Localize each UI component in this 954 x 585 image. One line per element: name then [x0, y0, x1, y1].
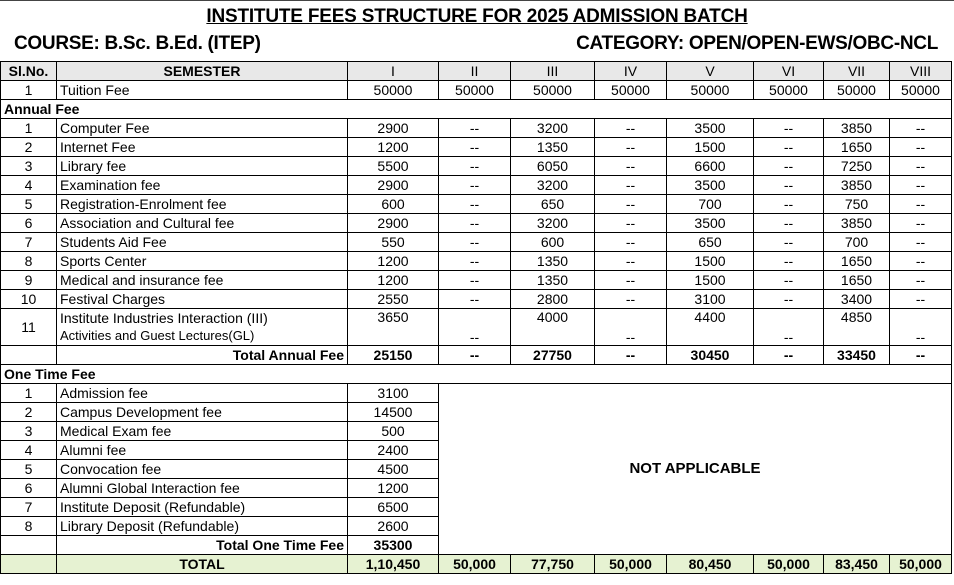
annual-fee-row [1, 195, 952, 214]
cell-value: -- [439, 309, 511, 346]
grand-total-value: 50,000 [754, 555, 824, 574]
header-sem-8: VIII [890, 62, 952, 81]
header-sem-3: III [511, 62, 595, 81]
total-one-time-fee-value: 35300 [348, 536, 439, 555]
cell-value: 3200 [511, 214, 595, 233]
cell-value: -- [439, 233, 511, 252]
row-number: 2 [1, 403, 57, 422]
cell-value: 1350 [511, 271, 595, 290]
grand-total-value: 83,450 [824, 555, 890, 574]
cell-value: 3200 [511, 119, 595, 138]
cell-value: -- [595, 290, 667, 309]
cell-value: 4850 [824, 309, 890, 346]
cell-value: 4400 [667, 309, 754, 346]
cell-value: -- [439, 119, 511, 138]
total-value: 25150 [348, 346, 439, 365]
row-number: 4 [1, 441, 57, 460]
cell-value: 2900 [348, 119, 439, 138]
row-label: Tuition Fee [57, 81, 348, 100]
cell-value: -- [890, 157, 952, 176]
cell-value: 5500 [348, 157, 439, 176]
cell-value: -- [890, 233, 952, 252]
cell-value: 650 [667, 233, 754, 252]
cell-value: 600 [348, 195, 439, 214]
cell-value: 3650 [348, 309, 439, 346]
row-label: Library fee [57, 157, 348, 176]
row-label: Convocation fee [57, 460, 348, 479]
row-label: Sports Center [57, 252, 348, 271]
total-value: 27750 [511, 346, 595, 365]
row-number: 3 [1, 422, 57, 441]
row-label-line-1: Institute Industries Interaction (III) [60, 310, 268, 326]
row-number: 8 [1, 517, 57, 536]
row-label: Registration-Enrolment fee [57, 195, 348, 214]
cell-value: -- [890, 176, 952, 195]
cell-value: -- [595, 214, 667, 233]
grand-total-value: 1,10,450 [348, 555, 439, 574]
cell-value: 50000 [824, 81, 890, 100]
cell-value: 50000 [890, 81, 952, 100]
row-label-line-2: Activities and Guest Lectures(GL) [60, 328, 255, 343]
cell-value: -- [890, 271, 952, 290]
cell-value: 650 [511, 195, 595, 214]
cell-value: 1500 [667, 252, 754, 271]
grand-total-label: TOTAL [57, 555, 348, 574]
cell-value: -- [439, 252, 511, 271]
cell-value: 550 [348, 233, 439, 252]
cell-value: 3850 [824, 214, 890, 233]
header-row [1, 62, 952, 81]
total-value: -- [439, 346, 511, 365]
annual-fee-row [1, 271, 952, 290]
cell-value: -- [890, 195, 952, 214]
not-applicable-note: NOT APPLICABLE [439, 384, 952, 555]
total-value: 33450 [824, 346, 890, 365]
cell-value: 2900 [348, 176, 439, 195]
document-title: INSTITUTE FEES STRUCTURE FOR 2025 ADMISSION BATCH [206, 6, 748, 27]
cell-value: -- [754, 119, 824, 138]
grand-total-row [1, 555, 952, 574]
cell-value: -- [439, 214, 511, 233]
row-number: 1 [1, 119, 57, 138]
cell-value: 3500 [667, 176, 754, 195]
tuition-row [1, 81, 952, 100]
cell-value: 6600 [667, 157, 754, 176]
total-annual-fee-row [1, 346, 952, 365]
annual-fee-row [1, 233, 952, 252]
cell-value: 4500 [348, 460, 439, 479]
row-label: Medical Exam fee [57, 422, 348, 441]
row-label [57, 309, 348, 346]
cell-value: -- [890, 290, 952, 309]
annual-fee-row [1, 119, 952, 138]
cell-value: -- [595, 309, 667, 346]
cell-value: 750 [824, 195, 890, 214]
grand-total-value: 80,450 [667, 555, 754, 574]
row-label: Festival Charges [57, 290, 348, 309]
row-number: 2 [1, 138, 57, 157]
annual-fee-row [1, 252, 952, 271]
row-label: Library Deposit (Refundable) [57, 517, 348, 536]
cell-value: 1200 [348, 138, 439, 157]
cell-value: -- [595, 119, 667, 138]
header-sem-4: IV [595, 62, 667, 81]
cell-value: 700 [824, 233, 890, 252]
empty-cell [1, 536, 57, 555]
cell-value: -- [595, 138, 667, 157]
cell-value: -- [595, 176, 667, 195]
cell-value: 6050 [511, 157, 595, 176]
total-value: -- [890, 346, 952, 365]
row-label: Examination fee [57, 176, 348, 195]
row-number: 11 [1, 309, 57, 346]
cell-value: 6500 [348, 498, 439, 517]
cell-value: 50000 [511, 81, 595, 100]
total-value: 30450 [667, 346, 754, 365]
annual-fee-row [1, 309, 952, 346]
cell-value: -- [890, 119, 952, 138]
row-number: 6 [1, 479, 57, 498]
header-sem-5: V [667, 62, 754, 81]
grand-total-value: 50,000 [439, 555, 511, 574]
row-label: Internet Fee [57, 138, 348, 157]
row-label: Campus Development fee [57, 403, 348, 422]
cell-value: 3100 [667, 290, 754, 309]
annual-fee-heading-row [1, 100, 952, 119]
cell-value: 1350 [511, 138, 595, 157]
row-number: 5 [1, 195, 57, 214]
cell-value: -- [595, 252, 667, 271]
row-number: 7 [1, 233, 57, 252]
cell-value: 7250 [824, 157, 890, 176]
cell-value: -- [890, 309, 952, 346]
cell-value: -- [754, 233, 824, 252]
category-label: CATEGORY: OPEN/OPEN-EWS/OBC-NCL [576, 33, 938, 54]
header-sem-7: VII [824, 62, 890, 81]
cell-value: -- [439, 138, 511, 157]
total-value: -- [595, 346, 667, 365]
grand-total-value: 77,750 [511, 555, 595, 574]
annual-fee-row [1, 290, 952, 309]
row-label: Alumni fee [57, 441, 348, 460]
cell-value: -- [754, 309, 824, 346]
cell-value: 3850 [824, 176, 890, 195]
row-number: 3 [1, 157, 57, 176]
cell-value: -- [595, 195, 667, 214]
cell-value: -- [595, 233, 667, 252]
cell-value: -- [890, 214, 952, 233]
cell-value: 2800 [511, 290, 595, 309]
cell-value: 50000 [595, 81, 667, 100]
cell-value: 1650 [824, 271, 890, 290]
cell-value: 3200 [511, 176, 595, 195]
cell-value: 3500 [667, 119, 754, 138]
one-time-fee-heading-row [1, 365, 952, 384]
annual-fee-row [1, 214, 952, 233]
row-label: Admission fee [57, 384, 348, 403]
cell-value: 2600 [348, 517, 439, 536]
cell-value: -- [754, 157, 824, 176]
row-number: 9 [1, 271, 57, 290]
cell-value: 2900 [348, 214, 439, 233]
cell-value: 1200 [348, 479, 439, 498]
cell-value: 4000 [511, 309, 595, 346]
cell-value: -- [754, 138, 824, 157]
cell-value: -- [754, 271, 824, 290]
cell-value: -- [439, 195, 511, 214]
empty-cell [1, 555, 57, 574]
row-number: 1 [1, 81, 57, 100]
row-number: 8 [1, 252, 57, 271]
cell-value: 1200 [348, 271, 439, 290]
cell-value: 1350 [511, 252, 595, 271]
cell-value: 2550 [348, 290, 439, 309]
header-semester: SEMESTER [57, 62, 348, 81]
cell-value: 700 [667, 195, 754, 214]
cell-value: 1650 [824, 252, 890, 271]
row-number: 1 [1, 384, 57, 403]
total-one-time-fee-label: Total One Time Fee [57, 536, 348, 555]
cell-value: -- [595, 271, 667, 290]
cell-value: 1500 [667, 138, 754, 157]
cell-value: 50000 [754, 81, 824, 100]
cell-value: 1200 [348, 252, 439, 271]
course-label: COURSE: B.Sc. B.Ed. (ITEP) [14, 33, 261, 54]
cell-value: 600 [511, 233, 595, 252]
cell-value: 3400 [824, 290, 890, 309]
cell-value: 3500 [667, 214, 754, 233]
annual-fee-row [1, 176, 952, 195]
row-number: 4 [1, 176, 57, 195]
cell-value: 500 [348, 422, 439, 441]
cell-value: -- [754, 195, 824, 214]
cell-value: 50000 [348, 81, 439, 100]
cell-value: 3100 [348, 384, 439, 403]
cell-value: -- [754, 252, 824, 271]
row-label: Alumni Global Interaction fee [57, 479, 348, 498]
cell-value: 14500 [348, 403, 439, 422]
row-number: 10 [1, 290, 57, 309]
row-label: Medical and insurance fee [57, 271, 348, 290]
cell-value: 1500 [667, 271, 754, 290]
cell-value: 2400 [348, 441, 439, 460]
cell-value: 1650 [824, 138, 890, 157]
one-time-fee-heading: One Time Fee [1, 365, 952, 384]
grand-total-value: 50,000 [890, 555, 952, 574]
row-number: 6 [1, 214, 57, 233]
fees-table [0, 61, 952, 574]
row-label: Association and Cultural fee [57, 214, 348, 233]
total-annual-fee-label: Total Annual Fee [57, 346, 348, 365]
annual-fee-heading: Annual Fee [1, 100, 952, 119]
cell-value: -- [754, 176, 824, 195]
one-time-fee-row [1, 384, 952, 403]
top-border-line [0, 0, 954, 1]
cell-value: -- [439, 176, 511, 195]
header-slno: Sl.No. [1, 62, 57, 81]
cell-value: 3850 [824, 119, 890, 138]
row-label: Computer Fee [57, 119, 348, 138]
annual-fee-row [1, 138, 952, 157]
cell-value: -- [754, 290, 824, 309]
empty-cell [1, 346, 57, 365]
header-sem-1: I [348, 62, 439, 81]
cell-value: -- [754, 214, 824, 233]
cell-value: 50000 [439, 81, 511, 100]
cell-value: -- [439, 271, 511, 290]
annual-fee-row [1, 157, 952, 176]
cell-value: -- [890, 252, 952, 271]
cell-value: -- [595, 157, 667, 176]
row-label: Students Aid Fee [57, 233, 348, 252]
row-label: Institute Deposit (Refundable) [57, 498, 348, 517]
cell-value: -- [439, 290, 511, 309]
row-number: 5 [1, 460, 57, 479]
header-sem-6: VI [754, 62, 824, 81]
row-number: 7 [1, 498, 57, 517]
cell-value: 50000 [667, 81, 754, 100]
cell-value: -- [439, 157, 511, 176]
cell-value: -- [890, 138, 952, 157]
header-sem-2: II [439, 62, 511, 81]
grand-total-value: 50,000 [595, 555, 667, 574]
total-value: -- [754, 346, 824, 365]
